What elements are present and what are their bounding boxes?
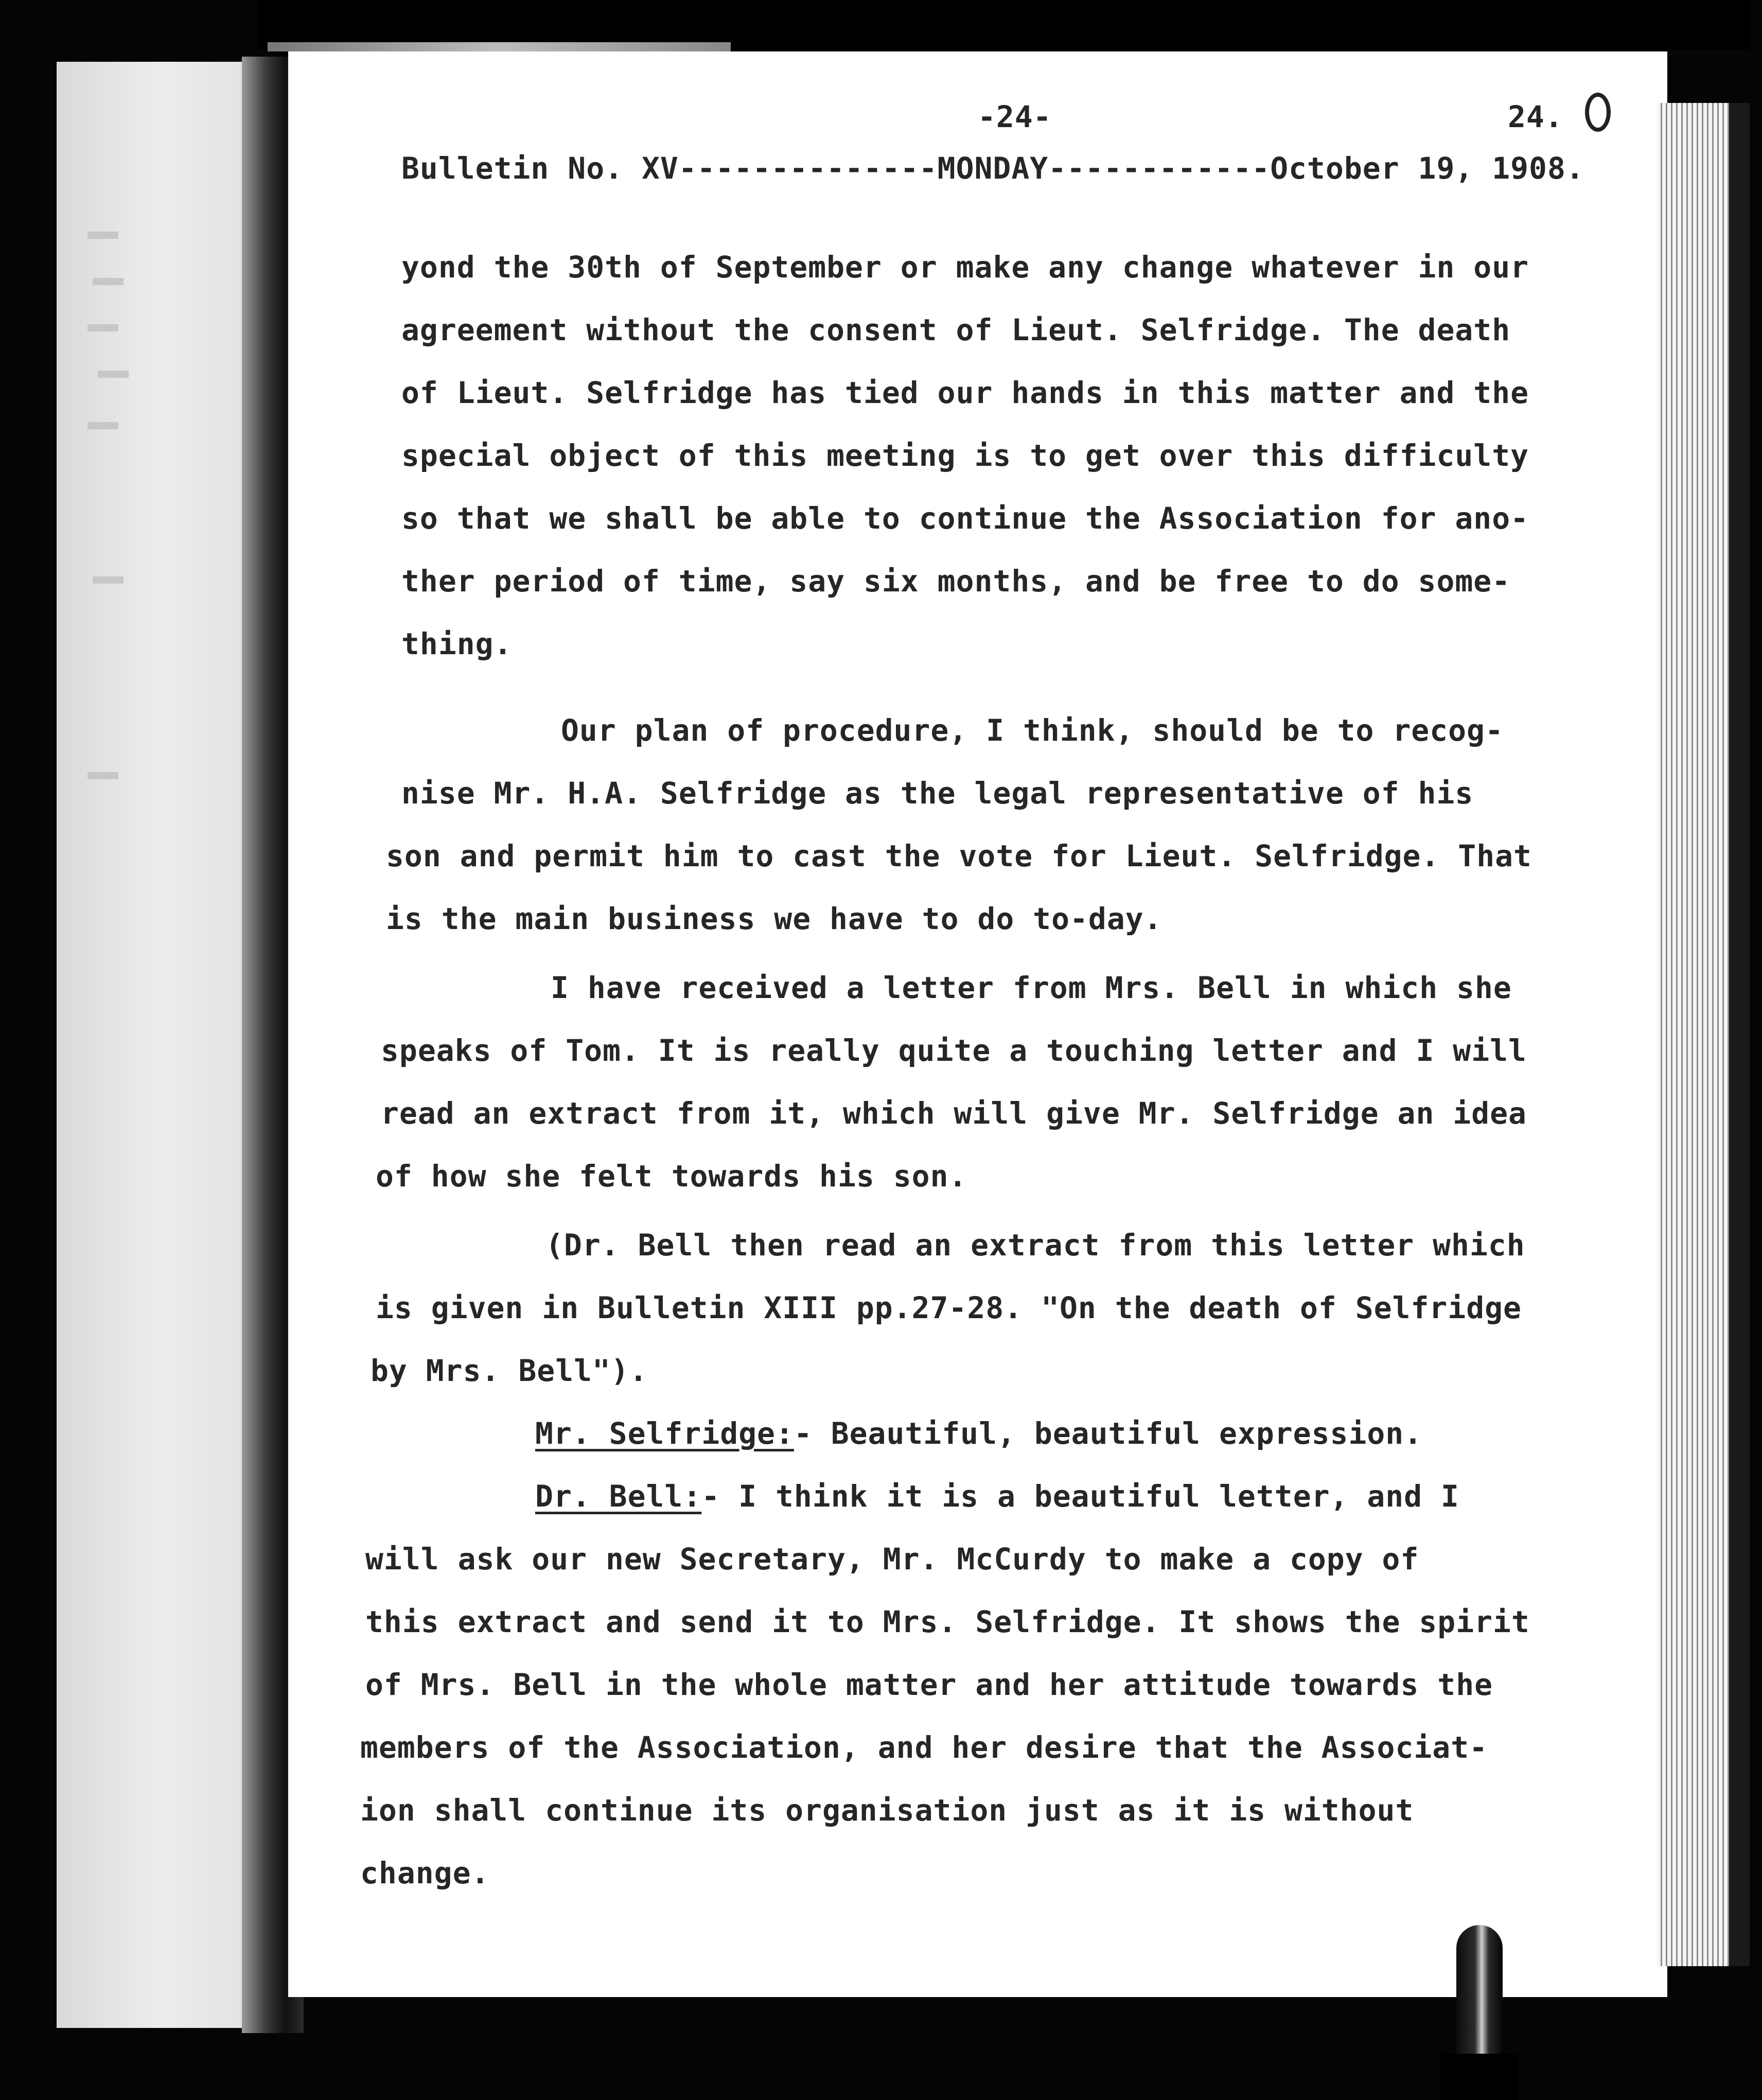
left-page-bleed-mark — [93, 576, 124, 584]
text-line: speaks of Tom. It is really quite a touching letter and I will — [381, 1033, 1527, 1068]
text-line: yond the 30th of September or make any change whatever in our — [401, 250, 1529, 285]
text-line: of Mrs. Bell in the whole matter and her attitude towards the — [365, 1667, 1493, 1702]
text-line: (Dr. Bell then read an extract from this letter which — [545, 1228, 1525, 1263]
text-line: nise Mr. H.A. Selfridge as the legal representative of his — [401, 776, 1474, 811]
speaker-name: Dr. Bell: — [535, 1479, 702, 1514]
text-line: of Lieut. Selfridge has tied our hands in this matter and the — [401, 375, 1529, 410]
text-line: of how she felt towards his son. — [376, 1159, 967, 1194]
speaker-line — [535, 1416, 1423, 1451]
left-page-bleed-mark — [87, 324, 118, 331]
text-line: son and permit him to cast the vote for Lieut. Selfridge. That — [386, 838, 1532, 873]
left-page-bleed-mark — [87, 422, 118, 429]
text-line: ion shall continue its organisation just as it is without — [360, 1793, 1414, 1828]
text-line: by Mrs. Bell"). — [371, 1353, 648, 1388]
text-line: will ask our new Secretary, Mr. McCurdy to make a copy of — [365, 1542, 1419, 1577]
left-page-bleed-mark — [87, 232, 118, 239]
text-line: thing. — [401, 626, 513, 661]
text-line: is given in Bulletin XIII pp.27-28. "On the death of Selfridge — [376, 1290, 1522, 1325]
page-edges — [1657, 103, 1729, 1966]
pen-shadow — [1441, 2054, 1518, 2100]
text-line: read an extract from it, which will give Mr. Selfridge an idea — [381, 1096, 1527, 1131]
binding-ring — [1585, 93, 1611, 132]
pen-tip — [1456, 1925, 1503, 2059]
top-edge-strip — [268, 42, 731, 51]
text-line: agreement without the consent of Lieut. Selfridge. The death — [401, 312, 1511, 347]
bulletin-header: Bulletin No. XV--------------MONDAY------------October 19, 1908. — [401, 151, 1584, 186]
text-line: ther period of time, say six months, and be free to do some- — [401, 564, 1511, 599]
left-page-bleed-mark — [93, 278, 124, 285]
text-line: so that we shall be able to continue the Association for ano- — [401, 501, 1529, 536]
speaker-name: Mr. Selfridge: — [535, 1416, 794, 1451]
page-edge-shadow — [1729, 103, 1750, 1966]
text-line: Our plan of procedure, I think, should be to recog- — [561, 713, 1504, 748]
text-line: this extract and send it to Mrs. Selfridge. It shows the spirit — [365, 1604, 1530, 1639]
speaker-text: - I think it is a beautiful letter, and I — [701, 1479, 1459, 1514]
left-page-bleed-mark — [98, 371, 129, 378]
page-number-right: 24. — [1508, 99, 1563, 134]
text-line: special object of this meeting is to get over this difficulty — [401, 438, 1529, 473]
text-line: I have received a letter from Mrs. Bell in which she — [551, 970, 1512, 1005]
speaker-text: - Beautiful, beautiful expression. — [794, 1416, 1423, 1451]
speaker-line — [535, 1479, 1459, 1514]
text-line: change. — [360, 1856, 490, 1891]
page-number-center: -24- — [978, 99, 1052, 134]
text-line: members of the Association, and her desire that the Associat- — [360, 1730, 1488, 1765]
text-line: is the main business we have to do to-day. — [386, 901, 1162, 936]
left-page-bleed-mark — [87, 772, 118, 779]
